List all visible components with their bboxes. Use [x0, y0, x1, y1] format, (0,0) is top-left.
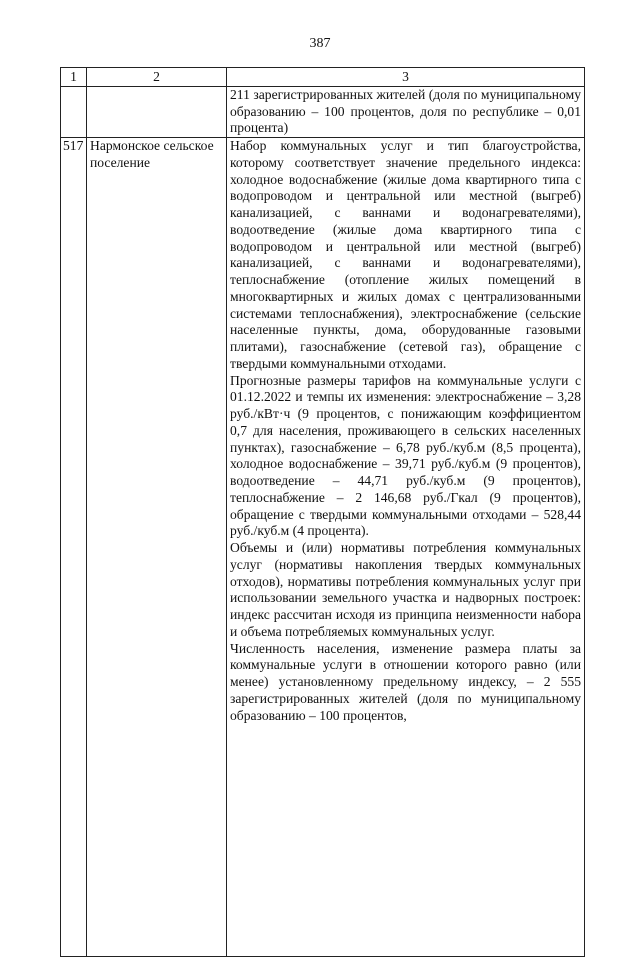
paragraph-tariffs: Прогнозные размеры тарифов на коммунальные услуги с 01.12.2022 и темпы их изменения: электроснабжение – 3,28 руб./кВт·ч (9 процентов, с понижающим коэффициентом 0,7 для населения, проживающего в сельских населенных пунктах), газоснабжение – 6,78 руб./куб.м (8,5 процента), холодное водоснабжение – 39,71 руб./куб.м (9 процентов), водоотведение – 44,71 руб./куб.м (9 процентов), теплоснабжение – 2 146,68 руб./Гкал (9 процентов), обращение с твердыми коммунальными отходами – 528,44 руб./куб.м (4 процента).	[230, 372, 581, 539]
table-row	[61, 138, 585, 957]
header-col-2: 2	[87, 68, 227, 87]
header-col-3: 3	[227, 68, 585, 87]
continuation-text-cell	[227, 86, 585, 137]
continuation-number-cell	[61, 86, 87, 137]
continuation-name-cell	[87, 86, 227, 137]
tariff-table	[60, 67, 585, 957]
table-header-row	[61, 68, 585, 87]
header-col-1: 1	[61, 68, 87, 87]
settlement-name: Нармонское сельское поселение	[87, 138, 227, 957]
row-description-cell	[227, 138, 585, 957]
page-number: 387	[309, 36, 331, 51]
continuation-text: 211 зарегистрированных жителей (доля по муниципальному образованию – 100 процентов, доля по республике – 0,01 процента)	[230, 86, 581, 136]
row-description	[230, 138, 581, 956]
paragraph-services: Набор коммунальных услуг и тип благоустройства, которому соответствует значение предельного индекса: холодное водоснабжение (жилые дома квартирного типа с водопроводом и центральной или местной (выгреб) канализацией, с ваннами и водонагревателями), водоотведение (жилые дома квартирного типа с водопроводом и центральной или местной (выгреб) канализацией, с ваннами и водонагревателями), теплоснабжение (отопление жилых помещений в многоквартирных и жилых домах с централизованными системами теплоснабжения), электроснабжение (сельские населенные пункты, дома, оборудованные газовыми плитами), газоснабжение (сетевой газ), обращение с твердыми коммунальными отходами.	[230, 138, 581, 371]
table-row	[61, 86, 585, 137]
paragraph-population: Численность населения, изменение размера платы за коммунальные услуги в отношении которого равно (или менее) установленному предельному индексу, – 2 555 зарегистрированных жителей (доля по муниципальному образованию – 100 процентов,	[230, 640, 581, 723]
row-number: 517	[61, 138, 87, 957]
paragraph-volumes: Объемы и (или) нормативы потребления коммунальных услуг (нормативы накопления твердых коммунальных отходов), нормативы потребления коммунальных услуг при использовании земельного участка и надворных построек: индекс рассчитан исходя из принципа неизменности набора и объема потребляемых коммунальных услуг.	[230, 540, 581, 639]
